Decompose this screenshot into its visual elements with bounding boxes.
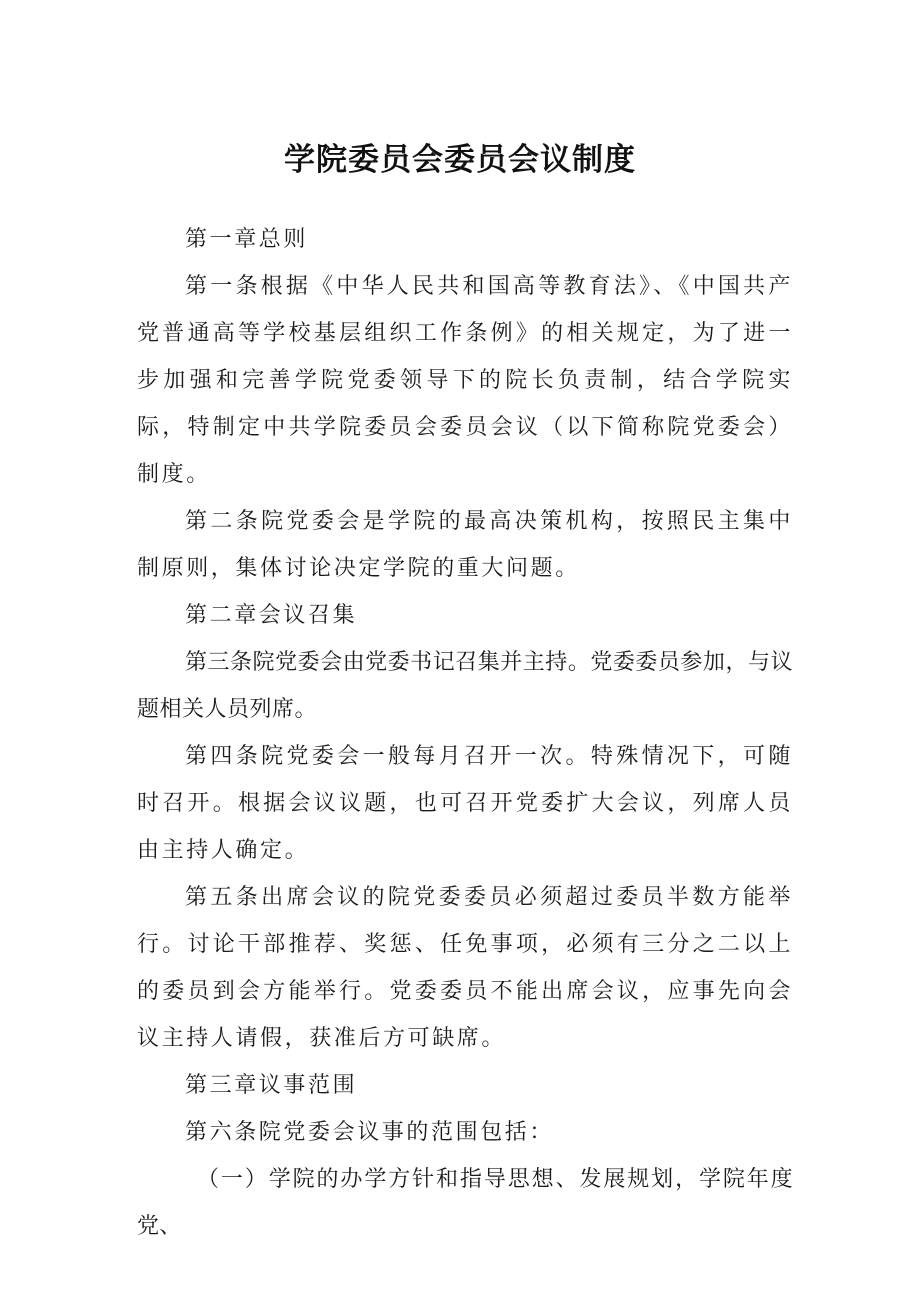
article-4-paragraph: 第四条院党委会一般每月召开一次。特殊情况下，可随时召开。根据会议议题，也可召开党委扩大会议，列席人员由主持人确定。	[137, 744, 793, 863]
article-5-paragraph: 第五条出席会议的院党委委员必须超过委员半数方能举行。讨论干部推荐、奖惩、任免事项，必须有三分之二以上的委员到会方能举行。党委委员不能出席会议，应事先向会议主持人请假，获准后方可缺席。	[137, 885, 793, 1051]
list-item-1: （一）学院的办学方针和指导思想、发展规划，学院年度党、	[137, 1167, 793, 1239]
article-3-paragraph: 第三条院党委会由党委书记召集并主持。党委委员参加，与议题相关人员列席。	[137, 650, 793, 722]
document-body	[137, 216, 793, 1250]
article-6-paragraph: 第六条院党委会议事的范围包括：	[185, 1120, 555, 1145]
document-title: 学院委员会委员会议制度	[284, 142, 636, 178]
chapter-heading-1: 第一章总则	[185, 227, 309, 252]
chapter-heading-3: 第三章议事范围	[185, 1073, 358, 1098]
article-1-paragraph: 第一条根据《中华人民共和国高等教育法》、《中国共产党普通高等学校基层组织工作条例》的相关规定，为了进一步加强和完善学院党委领导下的院长负责制，结合学院实际，特制定中共学院委员会委员会议（以下简称院党委会）制度。	[137, 274, 793, 487]
chapter-heading-2: 第二章会议召集	[185, 603, 358, 628]
article-2-paragraph: 第二条院党委会是学院的最高决策机构，按照民主集中制原则，集体讨论决定学院的重大问题。	[137, 509, 793, 581]
